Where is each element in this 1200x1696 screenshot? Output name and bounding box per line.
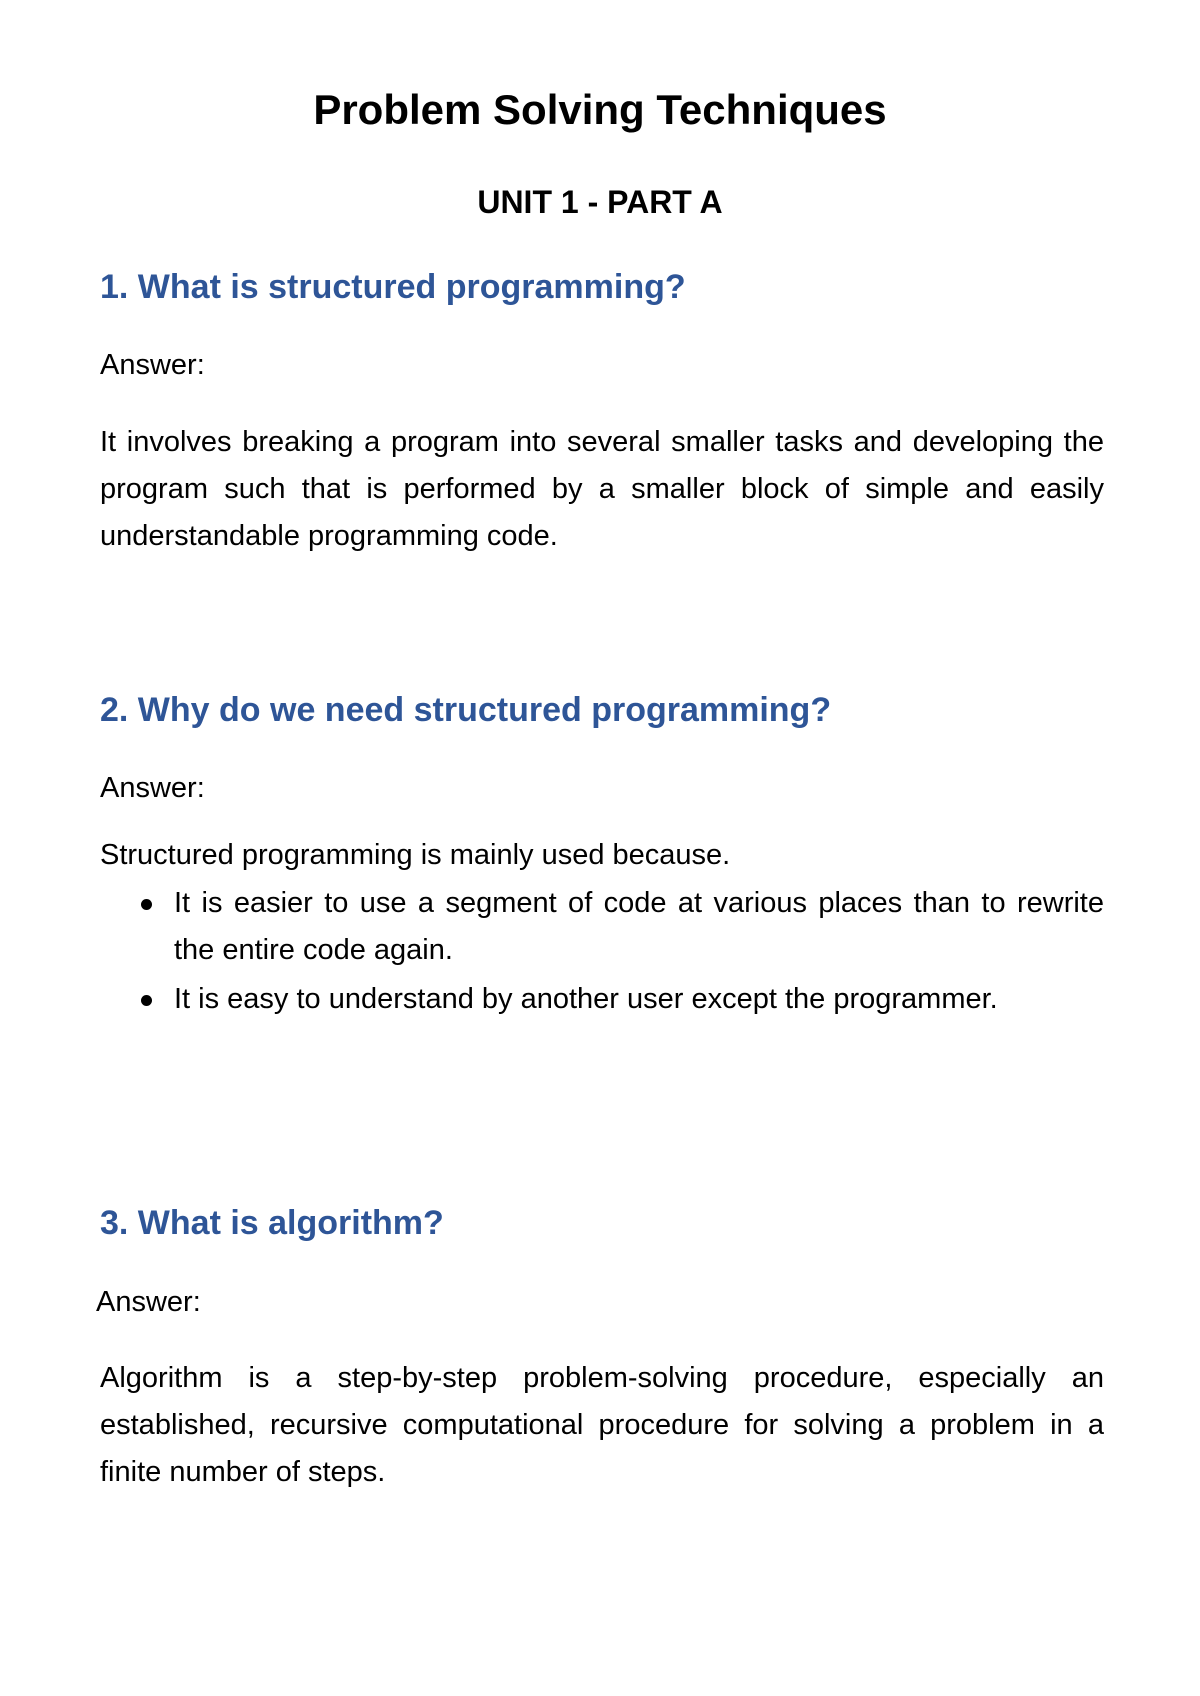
list-item: [100, 880, 1104, 974]
question-2-intro: Structured programming is mainly used because.: [100, 839, 731, 871]
bullet-icon: [141, 995, 152, 1006]
bullet-icon: [141, 899, 152, 910]
question-1-heading: 1. What is structured programming?: [100, 268, 686, 306]
list-item-text: It is easier to use a segment of code at various places than to rewrite the entire code again.: [174, 887, 1104, 966]
question-3-answer: Algorithm is a step-by-step problem-solving procedure, especially an established, recursive computational procedure for solving a problem in a finite number of steps.: [100, 1362, 1104, 1488]
question-1-answer-label: Answer:: [100, 349, 205, 381]
list-item: [100, 976, 1104, 1023]
document-subtitle: UNIT 1 - PART A: [477, 184, 723, 220]
question-3-answer-label: Answer:: [96, 1286, 201, 1318]
question-2-bullet-list: [100, 880, 1104, 1025]
question-3-heading: 3. What is algorithm?: [100, 1204, 444, 1242]
question-1-answer: It involves breaking a program into several smaller tasks and developing the program such that is performed by a smaller block of simple and easily understandable programming code.: [100, 426, 1104, 552]
document-title: Problem Solving Techniques: [313, 86, 887, 133]
question-2-answer-label: Answer:: [100, 772, 205, 804]
list-item-text: It is easy to understand by another user except the programmer.: [174, 983, 998, 1015]
question-2-heading: 2. Why do we need structured programming?: [100, 691, 832, 729]
